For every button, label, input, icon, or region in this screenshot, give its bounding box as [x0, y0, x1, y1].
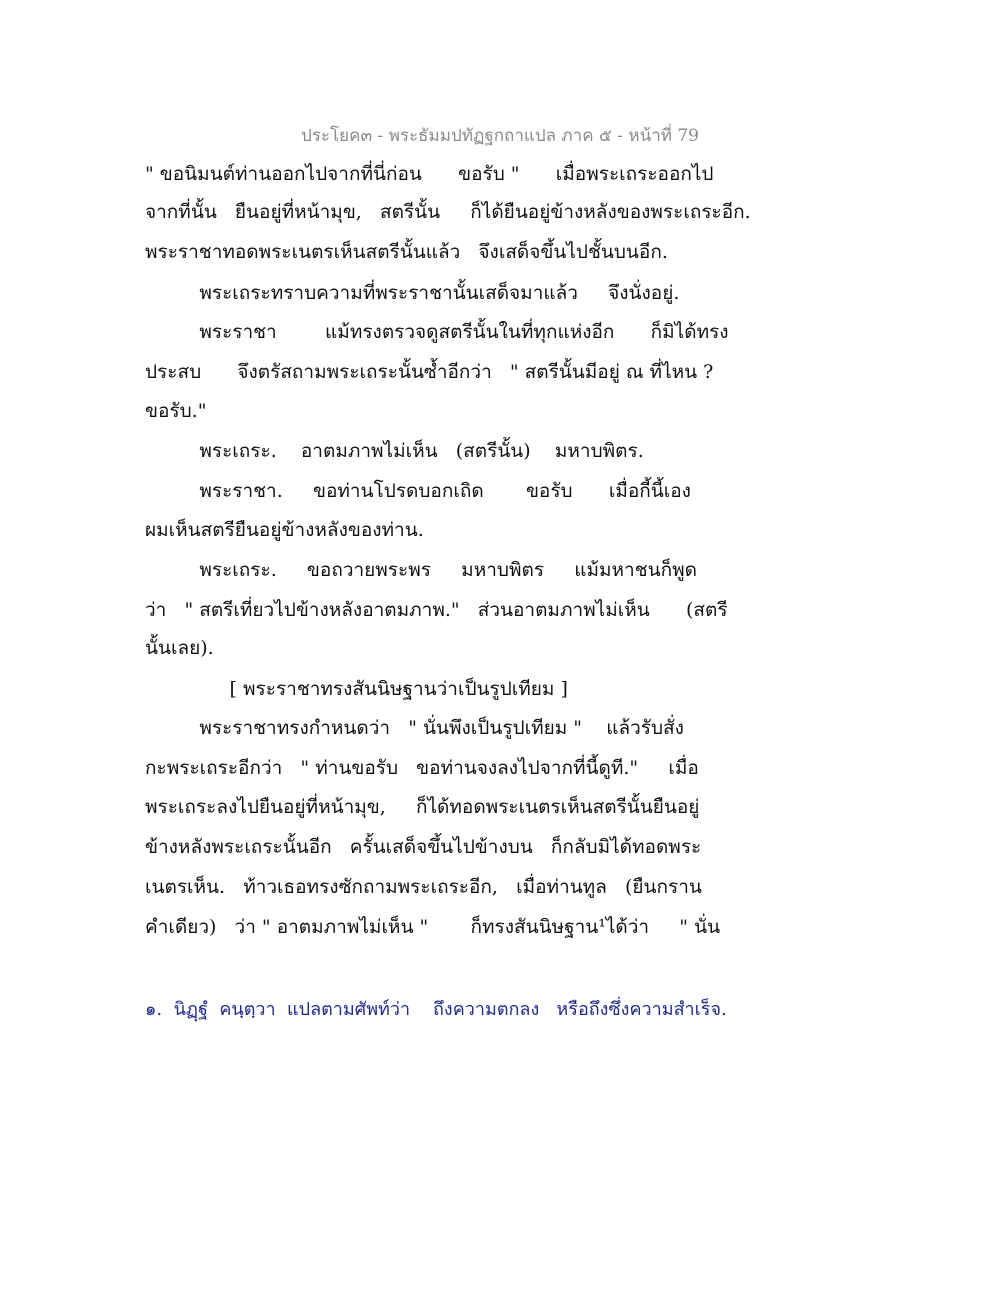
- body-line-1: " ขอนิมนต์ท่านออกไปจากที่นี่ก่อน ขอรับ " เมื่อพระเถระออกไป: [145, 163, 714, 185]
- body-line-18: ข้างหลังพระเถระนั้นอีก ครั้นเสด็จขึ้นไปข้างบน ก็กลับมิได้ทอดพระ: [145, 836, 702, 858]
- body-line-6: ประสบ จึงตรัสถามพระเถระนั้นซ้ำอีกว่า " สตรีนั้นมีอยู่ ณ ที่ไหน ?: [145, 361, 714, 383]
- body-line-16: กะพระเถระอีกว่า " ท่านขอรับ ขอท่านจงลงไปจากที่นี้ดูที." เมื่อ: [145, 757, 699, 779]
- body-line-8: พระเถระ. อาตมภาพไม่เห็น (สตรีนั้น) มหาบพิตร.: [145, 440, 644, 462]
- body-line-17: พระเถระลงไปยืนอยู่ที่หน้ามุข, ก็ได้ทอดพระเนตรเห็นสตรีนั้นยืนอยู่: [145, 796, 700, 818]
- footnote: ๑. นิฏฺฐํ คนฺตฺวา แปลตามศัพท์ว่า ถึงความตกลง หรือถึงซึ่งความสำเร็จ.: [145, 999, 727, 1020]
- body-line-15: พระราชาทรงกำหนดว่า " นั่นพึงเป็นรูปเทียม " แล้วรับสั่ง: [145, 717, 684, 739]
- body-line-20: คำเดียว) ว่า " อาตมภาพไม่เห็น " ก็ทรงสันนิษฐาน¹ได้ว่า " นั่น: [145, 916, 721, 938]
- body-line-9: พระราชา. ขอท่านโปรดบอกเถิด ขอรับ เมื่อกี้นี้เอง: [145, 480, 691, 502]
- body-line-2: จากที่นั้น ยืนอยู่ที่หน้ามุข, สตรีนั้น ก็ได้ยืนอยู่ข้างหลังของพระเถระอีก.: [145, 201, 751, 223]
- body-line-11: พระเถระ. ขอถวายพระพร มหาบพิตร แม้มหาชนก็พูด: [145, 559, 697, 581]
- body-line-13: นั้นเลย).: [145, 637, 214, 659]
- body-line-19: เนตรเห็น. ท้าวเธอทรงซักถามพระเถระอีก, เมื่อท่านทูล (ยืนกราน: [145, 876, 702, 898]
- page-header: ประโยค๓ - พระธัมมปทัฏฐกถาแปล ภาค ๕ - หน้าที่ 79: [301, 126, 699, 146]
- body-line-12: ว่า " สตรีเที่ยวไปข้างหลังอาตมภาพ." ส่วนอาตมภาพไม่เห็น (สตรี: [145, 599, 728, 621]
- body-line-10: ผมเห็นสตรียืนอยู่ข้างหลังของท่าน.: [145, 519, 424, 541]
- body-line-4: พระเถระทราบความที่พระราชานั้นเสด็จมาแล้ว จึงนั่งอยู่.: [145, 282, 680, 304]
- body-line-3: พระราชาทอดพระเนตรเห็นสตรีนั้นแล้ว จึงเสด็จขึ้นไปชั้นบนอีก.: [145, 241, 668, 263]
- body-line-7: ขอรับ.": [145, 400, 207, 422]
- section-heading: [ พระราชาทรงสันนิษฐานว่าเป็นรูปเทียม ]: [145, 678, 568, 700]
- body-line-5: พระราชา แม้ทรงตรวจดูสตรีนั้นในที่ทุกแห่งอีก ก็มิได้ทรง: [145, 321, 729, 343]
